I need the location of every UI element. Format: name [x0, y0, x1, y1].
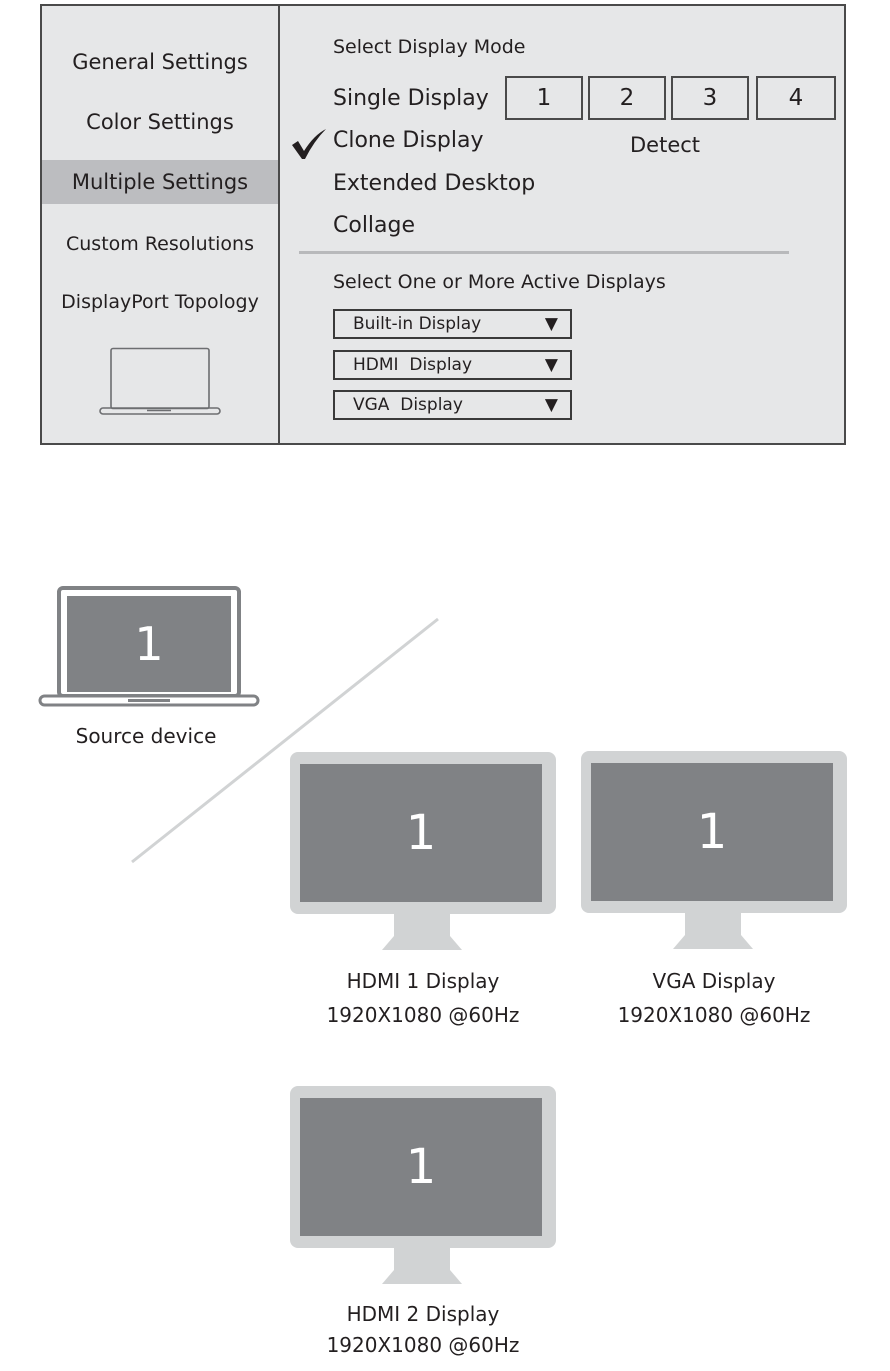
monitor-frame: [581, 751, 847, 913]
display-number-2-button[interactable]: 2: [588, 76, 666, 120]
dropdown-arrow-icon: ▼: [544, 395, 558, 415]
hdmi2-display-resolution: 1920X1080 @60Hz: [326, 1333, 520, 1357]
detect-button[interactable]: Detect: [630, 133, 701, 157]
mode-collage[interactable]: Collage: [333, 213, 416, 238]
dropdown-arrow-icon: ▼: [544, 314, 558, 334]
mode-extended-desktop[interactable]: Extended Desktop: [333, 171, 536, 196]
mode-single-display[interactable]: Single Display: [333, 86, 489, 111]
sidebar-item-displayport-topology[interactable]: DisplayPort Topology: [61, 291, 259, 313]
select-value: VGA Display: [353, 395, 463, 415]
hdmi1-display-resolution: 1920X1080 @60Hz: [326, 1003, 520, 1027]
monitor-base: [673, 935, 753, 949]
monitor-base: [382, 1270, 462, 1284]
monitor-stand: [394, 1248, 450, 1270]
monitor-stand: [394, 914, 450, 936]
hdmi2-monitor: [290, 1086, 556, 1286]
dropdown-arrow-icon: ▼: [544, 355, 558, 375]
hdmi2-display-name: HDMI 2 Display: [346, 1302, 500, 1326]
sidebar-item-color-settings[interactable]: Color Settings: [86, 110, 234, 134]
monitor-screen: 1: [591, 763, 833, 901]
monitor-screen: 1: [300, 1098, 542, 1236]
vga-display-name: VGA Display: [652, 969, 776, 993]
source-device-laptop: [38, 586, 260, 712]
monitor-stand: [685, 913, 741, 935]
sidebar-item-multiple-settings[interactable]: Multiple Settings: [42, 160, 278, 204]
sidebar-item-custom-resolutions[interactable]: Custom Resolutions: [65, 233, 254, 255]
select-value: HDMI Display: [353, 355, 473, 375]
vga-monitor: [581, 751, 847, 951]
mode-clone-display[interactable]: Clone Display: [333, 128, 484, 153]
active-displays-heading: Select One or More Active Displays: [333, 271, 666, 293]
monitor-frame: [290, 1086, 556, 1248]
vga-display-resolution: 1920X1080 @60Hz: [617, 1003, 811, 1027]
display-number-4-button[interactable]: 4: [756, 76, 836, 120]
display-number-1-button[interactable]: 1: [505, 76, 583, 120]
monitor-screen: 1: [300, 764, 542, 902]
select-value: Built-in Display: [353, 314, 482, 334]
source-device-label: Source device: [75, 724, 217, 748]
display-number-3-button[interactable]: 3: [671, 76, 749, 120]
sidebar-item-general-settings[interactable]: General Settings: [72, 50, 248, 74]
monitor-base: [382, 936, 462, 950]
hdmi1-monitor: [290, 752, 556, 952]
display-mode-heading: Select Display Mode: [333, 36, 526, 58]
hdmi1-display-name: HDMI 1 Display: [346, 969, 500, 993]
source-screen-number: 1: [134, 617, 164, 671]
monitor-frame: [290, 752, 556, 914]
